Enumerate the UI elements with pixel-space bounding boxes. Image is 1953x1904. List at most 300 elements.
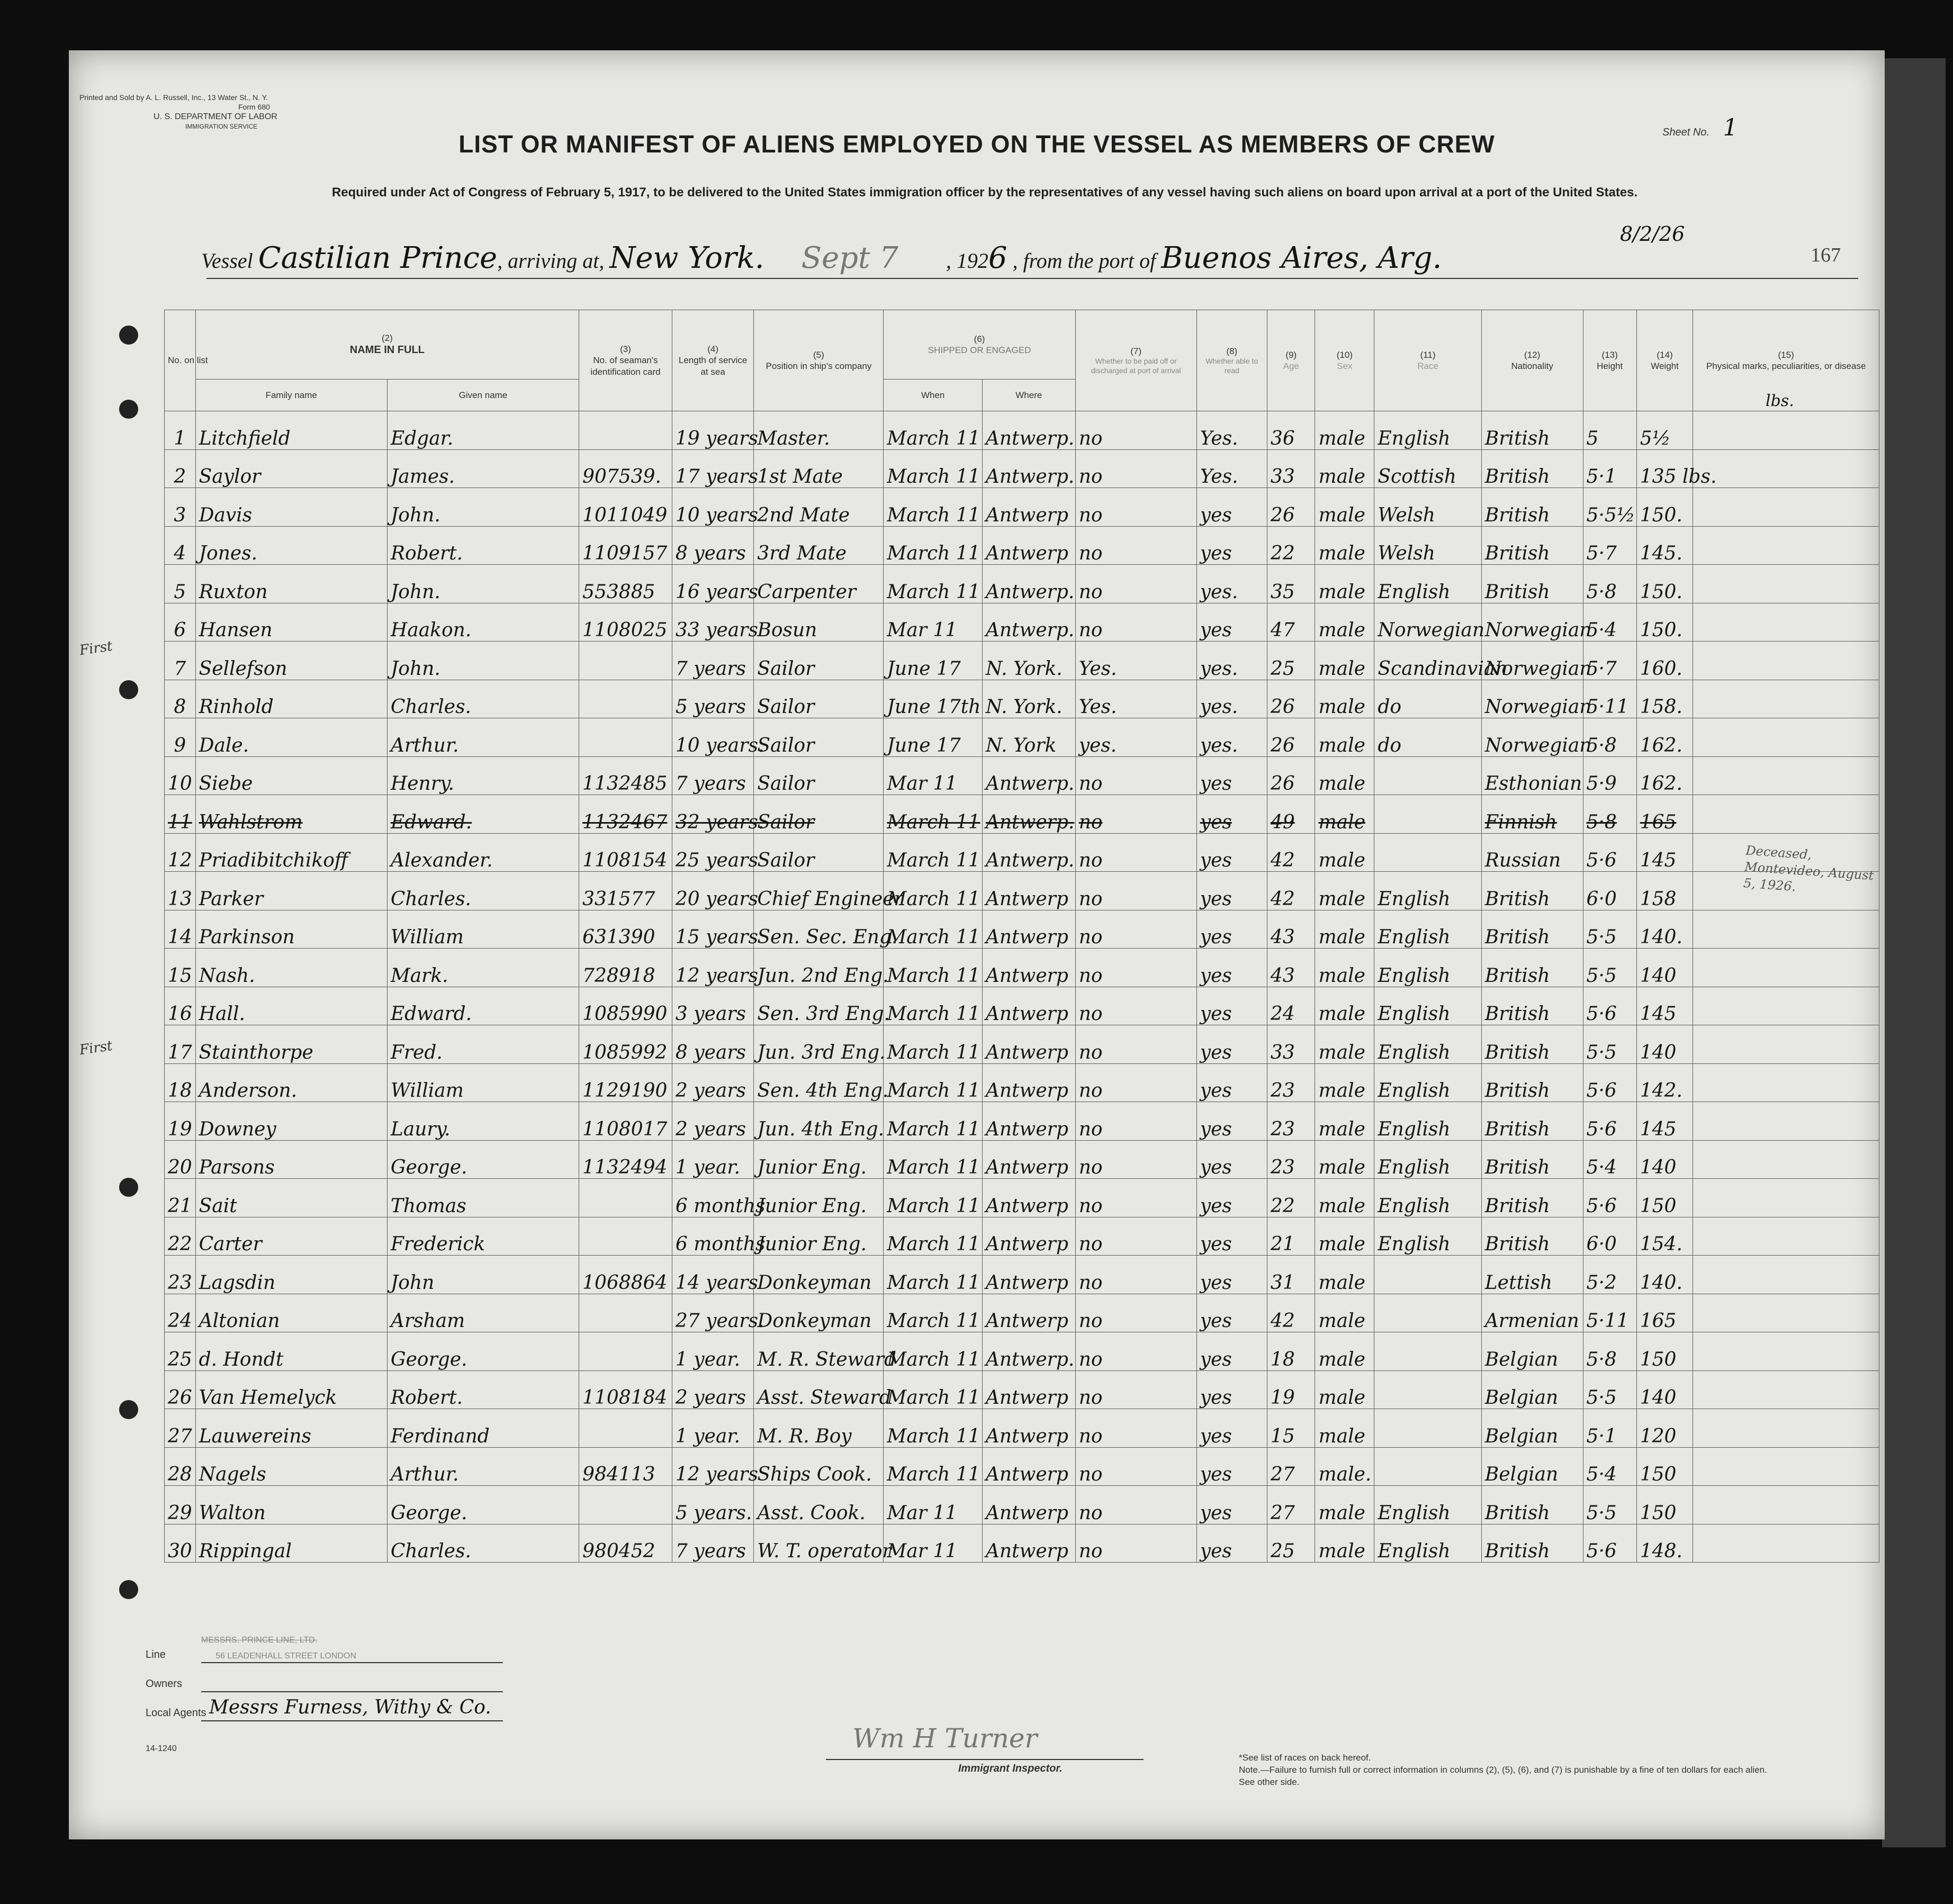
able-to-read: yes — [1196, 756, 1267, 795]
punch-hole — [119, 1400, 138, 1419]
sex: male — [1315, 987, 1374, 1025]
vessel-label: Vessel — [201, 249, 253, 273]
weight: 145 — [1636, 833, 1693, 872]
shipped-when: March 11 — [884, 565, 982, 603]
ship-position: Sailor — [754, 718, 884, 757]
physical-marks — [1693, 795, 1879, 834]
race: Scottish — [1374, 449, 1481, 488]
service-length: 5 years — [672, 680, 753, 718]
family-name: Wahlstrom — [195, 795, 387, 834]
sex: male — [1315, 642, 1374, 680]
family-name: Jones. — [195, 526, 387, 565]
able-to-read: yes — [1196, 910, 1267, 949]
col-physical-marks-label: Physical marks, peculiarities, or disease — [1706, 361, 1866, 371]
row-number: 5 — [165, 565, 196, 603]
shipped-where: Antwerp — [982, 872, 1075, 910]
sex: male — [1315, 680, 1374, 718]
form-number: Form 680 — [238, 103, 270, 112]
crew-row — [165, 872, 1879, 910]
crew-row — [165, 987, 1879, 1025]
col-shipped-number: (6) — [974, 333, 985, 344]
service-length: 7 years — [672, 1524, 753, 1563]
row-number: 22 — [165, 1217, 196, 1256]
able-to-read: yes — [1196, 1486, 1267, 1524]
row-number: 30 — [165, 1524, 196, 1563]
sex: male — [1315, 1179, 1374, 1217]
col-id-card — [579, 310, 672, 411]
ship-position: Sailor — [754, 756, 884, 795]
able-to-read: yes. — [1196, 680, 1267, 718]
shipped-where: Antwerp. — [982, 603, 1075, 642]
shipped-where: Antwerp — [982, 488, 1075, 527]
family-name: Parkinson — [195, 910, 387, 949]
ship-position: Ships Cook. — [754, 1447, 884, 1486]
paid-off: no — [1075, 411, 1196, 450]
service-length: 1 year. — [672, 1409, 753, 1448]
form-code: 14-1240 — [146, 1744, 177, 1753]
service-length: 8 years — [672, 1025, 753, 1064]
shipped-where: Antwerp. — [982, 411, 1075, 450]
weight-unit: lbs. — [1766, 392, 1794, 410]
physical-marks — [1693, 987, 1879, 1025]
shipped-when: June 17 — [884, 718, 982, 757]
owners-underline — [201, 1691, 503, 1692]
nationality: British — [1481, 1063, 1583, 1102]
col-shipped-label: SHIPPED OR ENGAGED — [928, 345, 1031, 355]
crew-row — [165, 910, 1879, 949]
age: 43 — [1267, 910, 1315, 949]
sex: male — [1315, 488, 1374, 527]
race: do — [1374, 718, 1481, 757]
manifest-sheet — [69, 50, 1885, 1839]
paid-off: no — [1075, 987, 1196, 1025]
height: 5·4 — [1583, 1140, 1636, 1179]
crew-row — [165, 488, 1879, 527]
family-name: Hall. — [195, 987, 387, 1025]
paid-off: no — [1075, 1409, 1196, 1448]
ship-position: Sailor — [754, 833, 884, 872]
col-position-number: (5) — [813, 349, 824, 360]
physical-marks — [1693, 949, 1879, 987]
physical-marks — [1693, 1025, 1879, 1064]
date-stamp: 8/2/26 — [1620, 222, 1685, 246]
shipped-when: Mar 11 — [884, 1524, 982, 1563]
physical-marks — [1693, 1294, 1879, 1332]
race: English — [1374, 1102, 1481, 1141]
physical-marks — [1693, 756, 1879, 795]
nationality: British — [1481, 1140, 1583, 1179]
sex: male — [1315, 795, 1374, 834]
service-length: 15 years — [672, 910, 753, 949]
service-length: 16 years — [672, 565, 753, 603]
family-name: Lauwereins — [195, 1409, 387, 1448]
col-height — [1583, 310, 1636, 411]
shipped-when: June 17th — [884, 680, 982, 718]
height: 5·8 — [1583, 795, 1636, 834]
family-name: Anderson. — [195, 1063, 387, 1102]
shipped-where: Antwerp. — [982, 565, 1075, 603]
physical-marks — [1693, 1217, 1879, 1256]
seaman-card-number: 1132485 — [579, 756, 672, 795]
service-length: 32 years. — [672, 795, 753, 834]
ship-position: Chief Engineer — [754, 872, 884, 910]
nationality: Armenian — [1481, 1294, 1583, 1332]
row-number: 13 — [165, 872, 196, 910]
crew-row — [165, 1370, 1879, 1409]
nationality: British — [1481, 1486, 1583, 1524]
ship-position: Donkeyman — [754, 1294, 884, 1332]
crew-row — [165, 642, 1879, 680]
height: 5·11 — [1583, 680, 1636, 718]
seaman-card-number: 1129190 — [579, 1063, 672, 1102]
paid-off: no — [1075, 1370, 1196, 1409]
given-name: Robert. — [387, 1370, 579, 1409]
sex: male — [1315, 833, 1374, 872]
arrival-date: Sept 7 — [801, 241, 898, 275]
physical-marks — [1693, 1409, 1879, 1448]
physical-marks — [1693, 488, 1879, 527]
col-nationality — [1481, 310, 1583, 411]
shipped-when: March 11 — [884, 833, 982, 872]
shipped-where: Antwerp. — [982, 449, 1075, 488]
line-stamp: MESSRS. PRINCE LINE, LTD. — [201, 1636, 318, 1645]
vessel-line: Vessel Castilian Prince, arriving at, New York. Sept 7 , 1926 , from the port of Buenos Aires, Arg. — [201, 241, 1442, 275]
col-height-label: Height — [1597, 361, 1623, 371]
ship-position: Jun. 2nd Eng. — [754, 949, 884, 987]
given-name: Thomas — [387, 1179, 579, 1217]
shipped-where: Antwerp — [982, 1486, 1075, 1524]
height: 5·8 — [1583, 718, 1636, 757]
crew-row — [165, 411, 1879, 450]
seaman-card-number — [579, 1294, 672, 1332]
nationality: Norwegian — [1481, 642, 1583, 680]
inspector-label: Immigrant Inspector. — [958, 1763, 1063, 1774]
nationality: British — [1481, 526, 1583, 565]
paid-off: no — [1075, 833, 1196, 872]
paid-off: no — [1075, 1025, 1196, 1064]
punch-hole — [119, 1580, 138, 1599]
margin-note-first: First — [78, 638, 114, 659]
family-name: Rinhold — [195, 680, 387, 718]
able-to-read: yes — [1196, 1409, 1267, 1448]
weight: 145 — [1636, 1102, 1693, 1141]
service-length: 3 years — [672, 987, 753, 1025]
seaman-card-number: 1108017 — [579, 1102, 672, 1141]
crew-rows — [165, 411, 1879, 1563]
able-to-read: yes — [1196, 1332, 1267, 1371]
col-name-in-full — [195, 310, 579, 380]
nationality: Norwegian — [1481, 680, 1583, 718]
physical-marks — [1693, 910, 1879, 949]
shipped-where: Antwerp — [982, 987, 1075, 1025]
line-underline — [201, 1662, 503, 1663]
able-to-read: yes — [1196, 833, 1267, 872]
able-to-read: yes — [1196, 1524, 1267, 1563]
seaman-card-number — [579, 1332, 672, 1371]
age: 21 — [1267, 1217, 1315, 1256]
age: 42 — [1267, 1294, 1315, 1332]
col-height-number: (13) — [1601, 349, 1618, 360]
seaman-card-number: 1011049 — [579, 488, 672, 527]
sex: male — [1315, 949, 1374, 987]
printer-line: Printed and Sold by A. L. Russell, Inc., 13 Water St., N. Y. — [79, 93, 268, 102]
given-name: George. — [387, 1486, 579, 1524]
given-name: Arsham — [387, 1294, 579, 1332]
shipped-when: March 11 — [884, 910, 982, 949]
weight: 150. — [1636, 565, 1693, 603]
year-prefix: , 192 — [946, 249, 988, 273]
height: 5·5½ — [1583, 488, 1636, 527]
ship-position: Bosun — [754, 603, 884, 642]
col-read-number: (8) — [1226, 346, 1238, 356]
physical-marks — [1693, 1063, 1879, 1102]
nationality: British — [1481, 411, 1583, 450]
race: Welsh — [1374, 526, 1481, 565]
age: 22 — [1267, 1179, 1315, 1217]
family-name: Nagels — [195, 1447, 387, 1486]
col-list-no: No. on list — [165, 310, 196, 411]
shipped-when: Mar 11 — [884, 756, 982, 795]
seaman-card-number: 728918 — [579, 949, 672, 987]
ship-position: Sailor — [754, 795, 884, 834]
col-paid-off — [1075, 310, 1196, 411]
sex: male — [1315, 872, 1374, 910]
local-agents-label: Local Agents — [146, 1707, 206, 1719]
seaman-card-number — [579, 1217, 672, 1256]
height: 5 — [1583, 411, 1636, 450]
age: 26 — [1267, 680, 1315, 718]
seaman-card-number: 553885 — [579, 565, 672, 603]
given-name: John. — [387, 488, 579, 527]
ship-position: 3rd Mate — [754, 526, 884, 565]
age: 25 — [1267, 1524, 1315, 1563]
paid-off: no — [1075, 1217, 1196, 1256]
weight: 120 — [1636, 1409, 1693, 1448]
row-number: 14 — [165, 910, 196, 949]
weight: 150 — [1636, 1332, 1693, 1371]
ship-position: Carpenter — [754, 565, 884, 603]
shipped-when: March 11 — [884, 1409, 982, 1448]
race — [1374, 1294, 1481, 1332]
given-name: William — [387, 1063, 579, 1102]
shipped-where: Antwerp. — [982, 1332, 1075, 1371]
height: 6·0 — [1583, 872, 1636, 910]
shipped-where: Antwerp — [982, 526, 1075, 565]
able-to-read: yes — [1196, 488, 1267, 527]
physical-marks — [1693, 1102, 1879, 1141]
sheet-value: 1 — [1723, 114, 1738, 141]
footnote-penalty: Note.—Failure to furnish full or correct information in columns (2), (5), (6), and (7) is punishable by a fine of ten dollars for each alien. See other side. — [1239, 1764, 1767, 1787]
service-length: 33 years — [672, 603, 753, 642]
height: 5·4 — [1583, 603, 1636, 642]
row-number: 7 — [165, 642, 196, 680]
row-number: 15 — [165, 949, 196, 987]
family-name: Priadibitchikoff — [195, 833, 387, 872]
ship-position: Asst. Steward — [754, 1370, 884, 1409]
ship-position: Master. — [754, 411, 884, 450]
physical-marks — [1693, 1486, 1879, 1524]
service-length: 10 years — [672, 488, 753, 527]
given-name: James. — [387, 449, 579, 488]
physical-marks — [1693, 565, 1879, 603]
owners-label: Owners — [146, 1678, 182, 1690]
nationality: British — [1481, 1217, 1583, 1256]
family-name: Saylor — [195, 449, 387, 488]
paid-off: no — [1075, 795, 1196, 834]
seaman-card-number — [579, 1179, 672, 1217]
row-number: 2 — [165, 449, 196, 488]
sex: male — [1315, 1102, 1374, 1141]
col-race-number: (11) — [1420, 349, 1436, 360]
race: English — [1374, 1063, 1481, 1102]
crew-row — [165, 949, 1879, 987]
punch-hole — [119, 1178, 138, 1197]
given-name: Edward. — [387, 987, 579, 1025]
nationality: British — [1481, 565, 1583, 603]
col-position — [754, 310, 884, 411]
page-title: LIST OR MANIFEST OF ALIENS EMPLOYED ON THE VESSEL AS MEMBERS OF CREW — [458, 130, 1495, 158]
able-to-read: yes — [1196, 1294, 1267, 1332]
able-to-read: yes — [1196, 1447, 1267, 1486]
sex: male — [1315, 1409, 1374, 1448]
col-age-number: (9) — [1285, 349, 1297, 360]
height: 5·6 — [1583, 833, 1636, 872]
weight: 150 — [1636, 1179, 1693, 1217]
height: 5·9 — [1583, 756, 1636, 795]
seaman-card-number — [579, 411, 672, 450]
race — [1374, 833, 1481, 872]
height: 5·6 — [1583, 1102, 1636, 1141]
ship-position: Sen. 3rd Eng. — [754, 987, 884, 1025]
ship-position: Donkeyman — [754, 1256, 884, 1294]
paid-off: no — [1075, 1524, 1196, 1563]
printer-credit — [79, 93, 376, 131]
age: 36 — [1267, 411, 1315, 450]
paid-off: no — [1075, 1102, 1196, 1141]
shipped-when: March 11 — [884, 1025, 982, 1064]
age: 23 — [1267, 1140, 1315, 1179]
age: 19 — [1267, 1370, 1315, 1409]
sex: male — [1315, 1370, 1374, 1409]
row-number: 20 — [165, 1140, 196, 1179]
physical-marks — [1693, 449, 1879, 488]
shipped-where: Antwerp — [982, 1140, 1075, 1179]
physical-marks — [1693, 526, 1879, 565]
age: 47 — [1267, 603, 1315, 642]
row-number: 21 — [165, 1179, 196, 1217]
age: 23 — [1267, 1063, 1315, 1102]
row-number: 25 — [165, 1332, 196, 1371]
nationality: British — [1481, 910, 1583, 949]
year-suffix: 6 — [988, 241, 1007, 275]
able-to-read: yes — [1196, 795, 1267, 834]
col-shipped — [884, 310, 1075, 380]
shipped-when: March 11 — [884, 488, 982, 527]
race: English — [1374, 872, 1481, 910]
shipped-when: March 11 — [884, 411, 982, 450]
family-name: Litchfield — [195, 411, 387, 450]
paid-off: no — [1075, 526, 1196, 565]
family-name: Altonian — [195, 1294, 387, 1332]
crew-row — [165, 1179, 1879, 1217]
row-number: 12 — [165, 833, 196, 872]
paid-off: Yes. — [1075, 680, 1196, 718]
shipped-where: Antwerp — [982, 1256, 1075, 1294]
weight: 5½ — [1636, 411, 1693, 450]
seaman-card-number: 1132494 — [579, 1140, 672, 1179]
service-length: 2 years — [672, 1063, 753, 1102]
sheet-label: Sheet No. — [1662, 127, 1709, 138]
physical-marks — [1693, 718, 1879, 757]
height: 5·5 — [1583, 1370, 1636, 1409]
sex: male — [1315, 526, 1374, 565]
family-name: Hansen — [195, 603, 387, 642]
seaman-card-number: 1108025 — [579, 603, 672, 642]
weight: 140. — [1636, 910, 1693, 949]
physical-marks — [1693, 1256, 1879, 1294]
crew-row — [165, 680, 1879, 718]
col-sex-label: Sex — [1337, 361, 1353, 371]
given-name: George. — [387, 1140, 579, 1179]
ship-position: W. T. operator — [754, 1524, 884, 1563]
vessel-name: Castilian Prince — [258, 241, 498, 275]
seaman-card-number — [579, 1409, 672, 1448]
service-length: 12 years — [672, 949, 753, 987]
family-name: Lagsdin — [195, 1256, 387, 1294]
col-age-label: Age — [1283, 361, 1299, 371]
crew-row — [165, 1102, 1879, 1141]
weight: 160. — [1636, 642, 1693, 680]
seaman-card-number: 1085992 — [579, 1025, 672, 1064]
seaman-card-number: 1108184 — [579, 1370, 672, 1409]
crew-row — [165, 718, 1879, 757]
service-length: 7 years — [672, 642, 753, 680]
seaman-card-number: 1109157 — [579, 526, 672, 565]
family-name: Parsons — [195, 1140, 387, 1179]
nationality: British — [1481, 1179, 1583, 1217]
crew-row — [165, 526, 1879, 565]
crew-row — [165, 449, 1879, 488]
height: 5·1 — [1583, 1409, 1636, 1448]
age: 24 — [1267, 987, 1315, 1025]
shipped-where: Antwerp — [982, 1102, 1075, 1141]
crew-row — [165, 603, 1879, 642]
shipped-where: Antwerp — [982, 1179, 1075, 1217]
shipped-when: March 11 — [884, 1063, 982, 1102]
col-race-label: Race — [1417, 361, 1438, 371]
shipped-when: March 11 — [884, 1294, 982, 1332]
able-to-read: yes — [1196, 1370, 1267, 1409]
given-name: Edward. — [387, 795, 579, 834]
sex: male — [1315, 449, 1374, 488]
col-name-number: (2) — [381, 332, 393, 343]
sex: male — [1315, 1063, 1374, 1102]
age: 33 — [1267, 1025, 1315, 1064]
shipped-when: March 11 — [884, 949, 982, 987]
weight: 158 — [1636, 872, 1693, 910]
race — [1374, 1447, 1481, 1486]
age: 42 — [1267, 872, 1315, 910]
given-name: William — [387, 910, 579, 949]
service-length: 19 years — [672, 411, 753, 450]
shipped-when: March 11 — [884, 795, 982, 834]
family-name: Siebe — [195, 756, 387, 795]
race — [1374, 1409, 1481, 1448]
sex: male — [1315, 1217, 1374, 1256]
race: Scandinavian — [1374, 642, 1481, 680]
shipped-when: Mar 11 — [884, 1486, 982, 1524]
age: 23 — [1267, 1102, 1315, 1141]
